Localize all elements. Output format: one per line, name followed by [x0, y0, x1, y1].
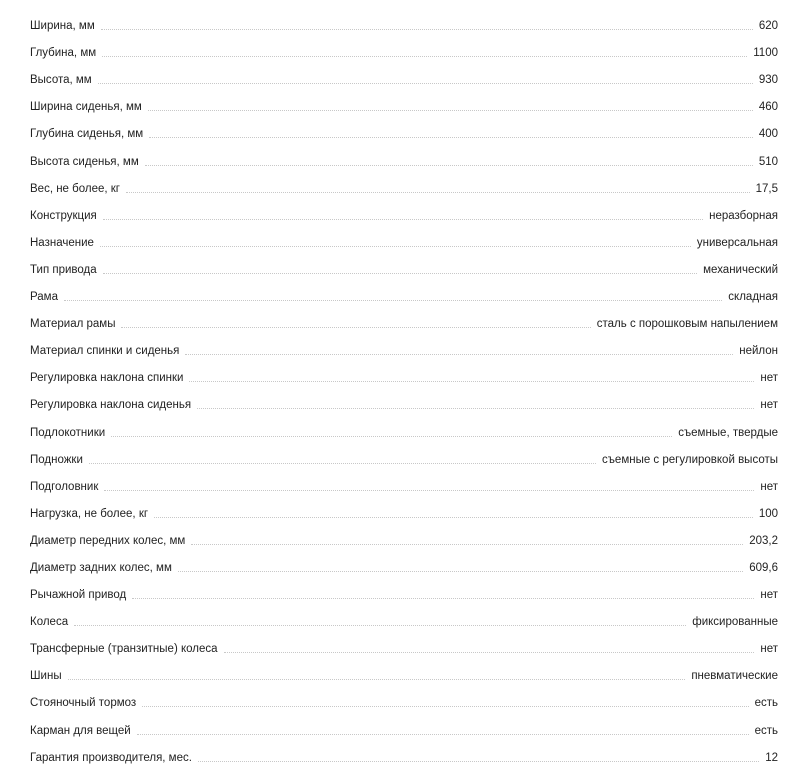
- spec-label: Нагрузка, не более, кг: [30, 507, 149, 520]
- spec-label: Глубина, мм: [30, 47, 97, 60]
- spec-row: [30, 169, 778, 196]
- spec-label: Колеса: [30, 616, 69, 629]
- spec-value: 100: [758, 507, 778, 520]
- spec-row: [30, 494, 778, 521]
- spec-value: 400: [758, 128, 778, 141]
- spec-label: Тип привода: [30, 263, 97, 276]
- spec-value: 620: [758, 20, 778, 33]
- spec-row: [30, 141, 778, 168]
- spec-label: Материал спинки и сиденья: [30, 345, 180, 358]
- dotted-leader: [154, 517, 753, 518]
- spec-label: Шины: [30, 670, 62, 683]
- spec-value: универсальная: [696, 236, 778, 249]
- spec-value: 510: [758, 155, 778, 168]
- spec-label: Рама: [30, 291, 58, 304]
- spec-label: Высота, мм: [30, 74, 92, 87]
- spec-value: неразборная: [709, 209, 778, 222]
- spec-row: [30, 629, 778, 656]
- spec-value: нейлон: [739, 345, 778, 358]
- spec-row: [30, 6, 778, 33]
- spec-row: [30, 331, 778, 358]
- spec-row: [30, 710, 778, 737]
- spec-row: [30, 250, 778, 277]
- spec-value: сталь с порошковым напылением: [596, 318, 778, 331]
- spec-value: 930: [758, 74, 778, 87]
- spec-row: [30, 683, 778, 710]
- spec-row: [30, 548, 778, 575]
- spec-value: 203,2: [749, 534, 778, 547]
- spec-label: Высота сиденья, мм: [30, 155, 139, 168]
- spec-value: есть: [754, 724, 778, 737]
- dotted-leader: [148, 110, 753, 111]
- dotted-leader: [132, 598, 754, 599]
- dotted-leader: [74, 625, 686, 626]
- spec-label: Диаметр передних колес, мм: [30, 534, 186, 547]
- spec-value: 460: [758, 101, 778, 114]
- dotted-leader: [178, 571, 743, 572]
- spec-row: [30, 602, 778, 629]
- spec-row: [30, 277, 778, 304]
- spec-label: Ширина, мм: [30, 20, 95, 33]
- spec-value: съемные, твердые: [678, 426, 778, 439]
- spec-label: Диаметр задних колес, мм: [30, 561, 172, 574]
- spec-label: Вес, не более, кг: [30, 182, 120, 195]
- dotted-leader: [104, 490, 754, 491]
- dotted-leader: [137, 734, 749, 735]
- dotted-leader: [189, 381, 754, 382]
- dotted-leader: [101, 29, 753, 30]
- spec-value: фиксированные: [692, 616, 778, 629]
- spec-label: Материал рамы: [30, 318, 116, 331]
- dotted-leader: [185, 354, 733, 355]
- dotted-leader: [103, 273, 697, 274]
- spec-row: [30, 440, 778, 467]
- dotted-leader: [98, 83, 753, 84]
- spec-label: Карман для вещей: [30, 724, 131, 737]
- spec-row: [30, 575, 778, 602]
- spec-label: Регулировка наклона спинки: [30, 372, 184, 385]
- spec-label: Глубина сиденья, мм: [30, 128, 144, 141]
- spec-label: Трансферные (транзитные) колеса: [30, 643, 218, 656]
- spec-value: складная: [728, 291, 778, 304]
- spec-label: Регулировка наклона сиденья: [30, 399, 192, 412]
- dotted-leader: [64, 300, 722, 301]
- spec-label: Стояночный тормоз: [30, 697, 137, 710]
- spec-row: [30, 521, 778, 548]
- spec-value: нет: [760, 372, 778, 385]
- spec-label: Подголовник: [30, 480, 99, 493]
- spec-value: 1100: [753, 47, 778, 60]
- spec-row: [30, 656, 778, 683]
- spec-value: нет: [760, 480, 778, 493]
- dotted-leader: [126, 192, 750, 193]
- dotted-leader: [100, 246, 691, 247]
- dotted-leader: [224, 652, 755, 653]
- spec-value: нет: [760, 643, 778, 656]
- dotted-leader: [111, 436, 672, 437]
- spec-value: 17,5: [755, 182, 778, 195]
- spec-row: [30, 114, 778, 141]
- spec-label: Ширина сиденья, мм: [30, 101, 142, 114]
- dotted-leader: [197, 408, 754, 409]
- spec-row: [30, 60, 778, 87]
- spec-value: нет: [760, 399, 778, 412]
- dotted-leader: [198, 761, 759, 762]
- dotted-leader: [102, 56, 747, 57]
- dotted-leader: [68, 679, 686, 680]
- dotted-leader: [145, 165, 753, 166]
- spec-value: механический: [703, 263, 778, 276]
- spec-value: нет: [760, 589, 778, 602]
- spec-label: Гарантия производителя, мес.: [30, 751, 192, 764]
- spec-value: 12: [765, 751, 778, 764]
- dotted-leader: [103, 219, 703, 220]
- spec-row: [30, 467, 778, 494]
- spec-row: [30, 304, 778, 331]
- spec-row: [30, 385, 778, 412]
- spec-label: Подлокотники: [30, 426, 106, 439]
- spec-value: есть: [754, 697, 778, 710]
- spec-row: [30, 33, 778, 60]
- spec-row: [30, 87, 778, 114]
- spec-label: Конструкция: [30, 209, 97, 222]
- dotted-leader: [121, 327, 590, 328]
- spec-row: [30, 412, 778, 439]
- spec-row: [30, 196, 778, 223]
- dotted-leader: [142, 706, 748, 707]
- spec-value: 609,6: [749, 561, 778, 574]
- spec-row: [30, 358, 778, 385]
- spec-value: съемные с регулировкой высоты: [601, 453, 778, 466]
- spec-label: Рычажной привод: [30, 589, 127, 602]
- spec-value: пневматические: [691, 670, 778, 683]
- spec-row: [30, 223, 778, 250]
- dotted-leader: [191, 544, 743, 545]
- spec-row: [30, 738, 778, 765]
- dotted-leader: [89, 463, 596, 464]
- spec-label: Подножки: [30, 453, 83, 466]
- spec-label: Назначение: [30, 236, 94, 249]
- dotted-leader: [149, 137, 753, 138]
